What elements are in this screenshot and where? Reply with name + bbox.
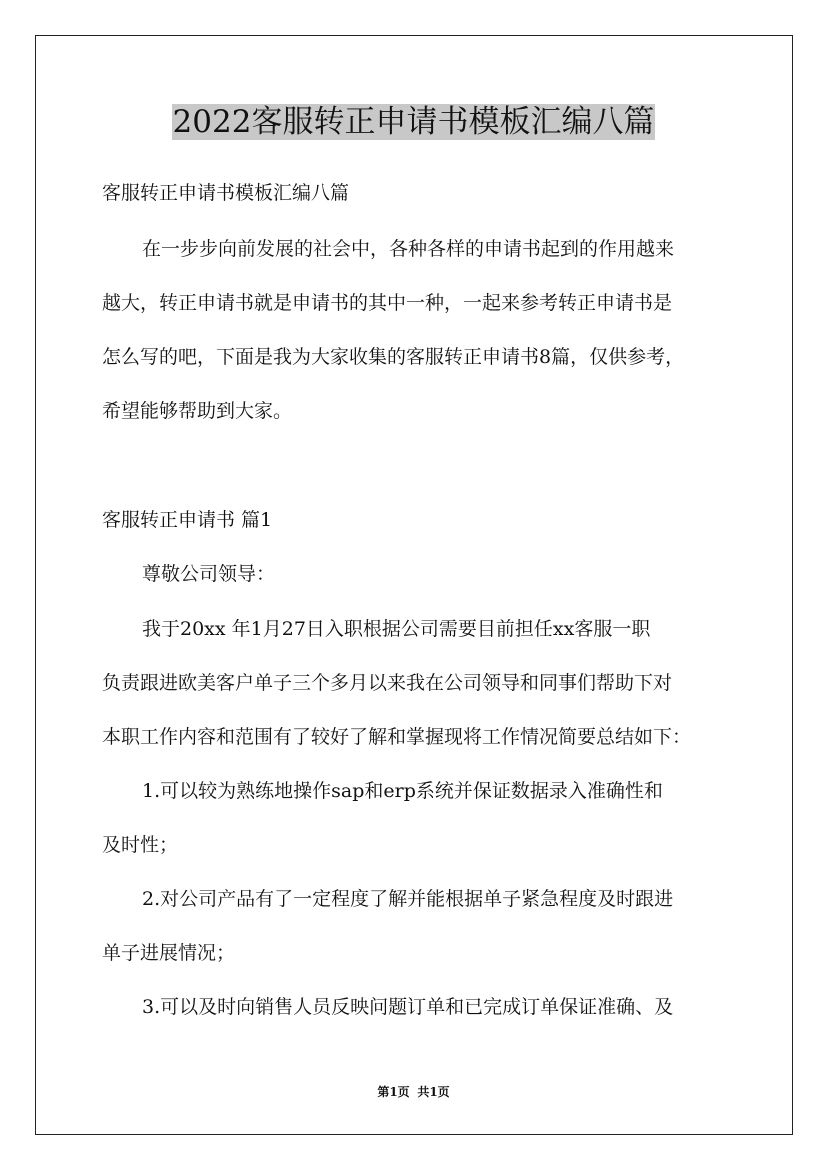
- body-line-3: 本职工作内容和范围有了较好了解和掌握现将工作情况简要总结如下：: [102, 726, 692, 748]
- salutation: 尊敬公司领导：: [142, 563, 276, 585]
- document-subtitle: 客服转正申请书模板汇编八篇: [102, 182, 350, 204]
- page-total: 共1页: [417, 1085, 450, 1099]
- document-title: [0, 100, 827, 144]
- page-number: 第1页: [377, 1085, 410, 1099]
- section-heading: 客服转正申请书 篇1: [102, 509, 273, 531]
- intro-line-2: 越大，转正申请书就是申请书的其中一种，一起来参考转正申请书是: [102, 292, 673, 314]
- body-line-7: 单子进展情况；: [102, 942, 236, 964]
- body-line-5: 及时性；: [102, 834, 179, 856]
- page-footer: [0, 1084, 827, 1100]
- intro-line-4: 希望能够帮助到大家。: [102, 400, 293, 422]
- body-line-8: 3.可以及时向销售人员反映问题订单和已完成订单保证准确、及: [142, 996, 674, 1018]
- body-line-6: 2.对公司产品有了一定程度了解并能根据单子紧急程度及时跟进: [142, 888, 674, 910]
- document-title-text: 2022客服转正申请书模板汇编八篇: [172, 104, 655, 140]
- body-line-1: 我于20xx 年1月27日入职根据公司需要目前担任xx客服一职: [142, 618, 651, 640]
- body-line-2: 负责跟进欧美客户单子三个多月以来我在公司领导和同事们帮助下对: [102, 672, 673, 694]
- intro-line-3: 怎么写的吧，下面是我为大家收集的客服转正申请书8篇，仅供参考，: [102, 346, 685, 368]
- body-line-4: 1.可以较为熟练地操作sap和erp系统并保证数据录入准确性和: [142, 780, 663, 802]
- intro-line-1: 在一步步向前发展的社会中，各种各样的申请书起到的作用越来: [142, 238, 675, 260]
